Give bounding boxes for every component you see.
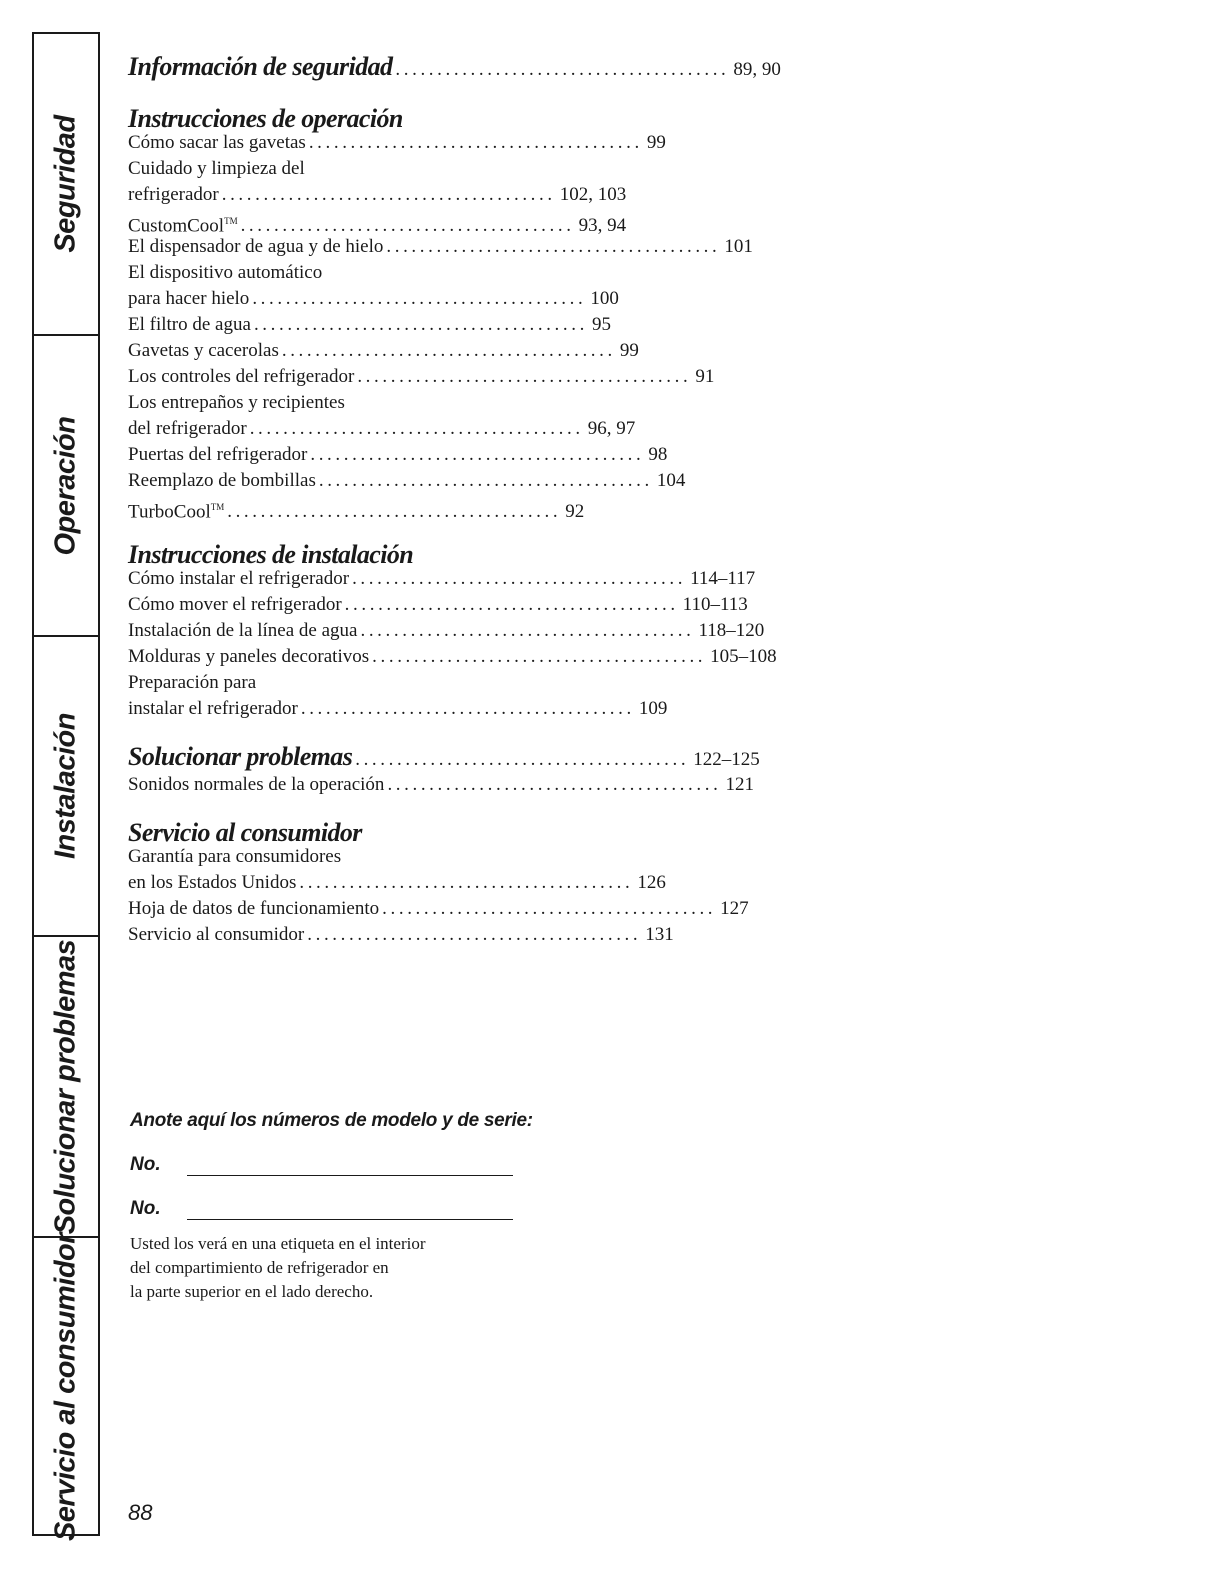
tab-label: Instalación (49, 713, 82, 859)
entry-text: Cómo instalar el refrigerador (128, 568, 350, 589)
serial-number-row (130, 1194, 550, 1220)
section-title: Solucionar problemas (128, 742, 353, 771)
page-ref: 99 (646, 132, 666, 153)
toc-section-operation (128, 104, 753, 523)
trademark-mark: TM (210, 502, 225, 512)
model-number-row (130, 1150, 550, 1176)
entry-text: Los controles del refrigerador (128, 366, 355, 387)
toc-entry[interactable] (128, 364, 715, 390)
page-ref: 131 (645, 924, 674, 945)
entry-text: Puertas del refrigerador (128, 444, 308, 465)
tab-seguridad[interactable] (34, 34, 98, 334)
page-ref: 95 (591, 314, 611, 335)
tab-operacion[interactable] (34, 334, 98, 635)
dot-leader: ........................................ (386, 236, 721, 257)
page-ref: 110–113 (682, 594, 748, 615)
toc-entry[interactable] (128, 468, 686, 494)
entry-text: del refrigerador (128, 418, 247, 439)
dot-leader: ........................................ (240, 215, 575, 237)
tab-instalacion[interactable] (34, 635, 98, 935)
dot-leader: ........................................ (281, 340, 616, 361)
dot-leader: ........................................ (387, 774, 722, 795)
dot-leader: ........................................ (221, 184, 556, 205)
page-ref: 92 (565, 501, 585, 523)
model-serial-record (130, 1110, 550, 1304)
entry-text: El dispensador de agua y de hielo (128, 236, 384, 257)
toc-link-safety[interactable] (128, 52, 781, 82)
dot-leader: ........................................ (308, 132, 643, 153)
entry-text-line1: Preparación para (128, 672, 257, 693)
dot-leader: ........................................ (253, 314, 588, 335)
dot-leader: ........................................ (310, 444, 645, 465)
page-ref: 98 (648, 444, 668, 465)
trademark-mark: TM (224, 216, 238, 226)
entry-text-line1: Cuidado y limpieza del (128, 158, 305, 179)
dot-leader: ........................................ (307, 924, 642, 945)
entry-text: Hoja de datos de funcionamiento (128, 898, 380, 919)
entry-text: TurboCool™ (128, 501, 225, 523)
toc-section-installation (128, 540, 777, 722)
page-ref: 91 (695, 366, 715, 387)
entry-text: Cómo sacar las gavetas (128, 132, 306, 153)
record-title: Anote aquí los números de modelo y de serie: (130, 1110, 533, 1131)
entry-text: Sonidos normales de la operación (128, 774, 385, 795)
toc-entry[interactable] (128, 896, 749, 922)
table-of-contents (128, 52, 781, 968)
toc-entry[interactable] (128, 286, 619, 312)
entry-text: Reemplazo de bombillas (128, 470, 316, 491)
dot-leader: ........................................ (249, 418, 584, 439)
section-tabs (32, 32, 100, 1542)
tab-label: Operación (49, 416, 82, 555)
toc-section-service (128, 818, 749, 948)
page-ref: 104 (656, 470, 686, 491)
toc-entry[interactable] (128, 442, 668, 468)
dot-leader: ........................................ (382, 898, 717, 919)
page-ref: 105–108 (710, 646, 777, 667)
entry-text: Molduras y paneles decorativos (128, 646, 370, 667)
toc-entry[interactable] (128, 208, 627, 237)
toc-entry[interactable] (128, 870, 666, 896)
dot-leader: ........................................ (344, 594, 679, 615)
toc-entry[interactable] (128, 772, 754, 798)
page-ref: 101 (724, 236, 753, 257)
page-ref: 121 (725, 774, 754, 795)
dot-leader: ........................................ (355, 749, 690, 770)
entry-text: Instalación de la línea de agua (128, 620, 358, 641)
toc-entry[interactable] (128, 592, 748, 618)
toc-link-troubleshooting[interactable] (128, 742, 760, 772)
entry-text-line1: Los entrepaños y recipientes (128, 392, 345, 413)
model-number-label: No. (130, 1154, 161, 1175)
page-ref: 99 (619, 340, 639, 361)
page-ref: 100 (590, 288, 619, 309)
toc-entry[interactable] (128, 416, 636, 442)
dot-leader: ........................................ (352, 568, 687, 589)
record-note (130, 1232, 550, 1304)
dot-leader: ........................................ (395, 59, 730, 80)
toc-section-safety (128, 52, 781, 82)
entry-text: para hacer hielo (128, 288, 250, 309)
record-note-line: la parte superior en el lado derecho. (130, 1282, 374, 1301)
toc-section-troubleshooting (128, 742, 760, 798)
dot-leader: ........................................ (360, 620, 695, 641)
dot-leader: ........................................ (299, 872, 634, 893)
page-ref: 114–117 (690, 568, 756, 589)
entry-text: Cómo mover el refrigerador (128, 594, 342, 615)
toc-entry[interactable] (128, 696, 668, 722)
toc-entry[interactable] (128, 566, 756, 592)
section-title: Instrucciones de operación (128, 104, 403, 133)
page-ref: 109 (638, 698, 668, 719)
toc-entry[interactable] (128, 644, 777, 670)
section-title: Servicio al consumidor (128, 818, 362, 847)
tab-solucionar-problemas[interactable] (34, 935, 98, 1236)
entry-text: en los Estados Unidos (128, 872, 297, 893)
section-title: Instrucciones de instalación (128, 540, 414, 569)
dot-leader: ........................................ (372, 646, 707, 667)
toc-entry[interactable] (128, 618, 765, 644)
toc-entry[interactable] (128, 130, 666, 156)
page-ref: 118–120 (698, 620, 765, 641)
tab-servicio-al-consumidor[interactable] (34, 1232, 98, 1542)
entry-text: Servicio al consumidor (128, 924, 305, 945)
page-ref: 89, 90 (733, 59, 781, 80)
page-number: 88 (128, 1500, 153, 1525)
entry-text: CustomCool™ (128, 215, 238, 237)
page-ref: 93, 94 (578, 215, 627, 237)
dot-leader: ........................................ (300, 698, 635, 719)
page-ref: 122–125 (693, 749, 760, 770)
entry-text: El filtro de agua (128, 314, 251, 335)
page-ref: 102, 103 (559, 184, 627, 205)
entry-text: refrigerador (128, 184, 219, 205)
toc-entry[interactable] (128, 494, 585, 523)
page-ref: 96, 97 (587, 418, 636, 439)
serial-number-field[interactable] (187, 1207, 513, 1220)
dot-leader: ........................................ (252, 288, 587, 309)
tab-label: Solucionar problemas (49, 939, 82, 1234)
tab-label: Seguridad (49, 115, 82, 253)
entry-text-line1: El dispositivo automático (128, 262, 323, 283)
toc-entry[interactable] (128, 338, 639, 364)
record-note-line: del compartimiento de refrigerador en (130, 1258, 389, 1277)
toc-entry[interactable] (128, 182, 627, 208)
dot-leader: ........................................ (357, 366, 692, 387)
entry-text: Gavetas y cacerolas (128, 340, 279, 361)
dot-leader: ........................................ (227, 501, 562, 523)
entry-text-line1: Garantía para consumidores (128, 846, 342, 867)
toc-entry[interactable] (128, 922, 674, 948)
toc-entry[interactable] (128, 312, 611, 338)
dot-leader: ........................................ (318, 470, 653, 491)
serial-number-label: No. (130, 1198, 161, 1219)
entry-text: instalar el refrigerador (128, 698, 298, 719)
tab-label: Servicio al consumidor (49, 1232, 82, 1542)
page-ref: 127 (720, 898, 749, 919)
page-ref: 126 (637, 872, 666, 893)
toc-entry[interactable] (128, 234, 753, 260)
model-number-field[interactable] (187, 1163, 513, 1176)
record-note-line: Usted los verá en una etiqueta en el interior (130, 1234, 426, 1253)
section-title: Información de seguridad (128, 52, 393, 81)
